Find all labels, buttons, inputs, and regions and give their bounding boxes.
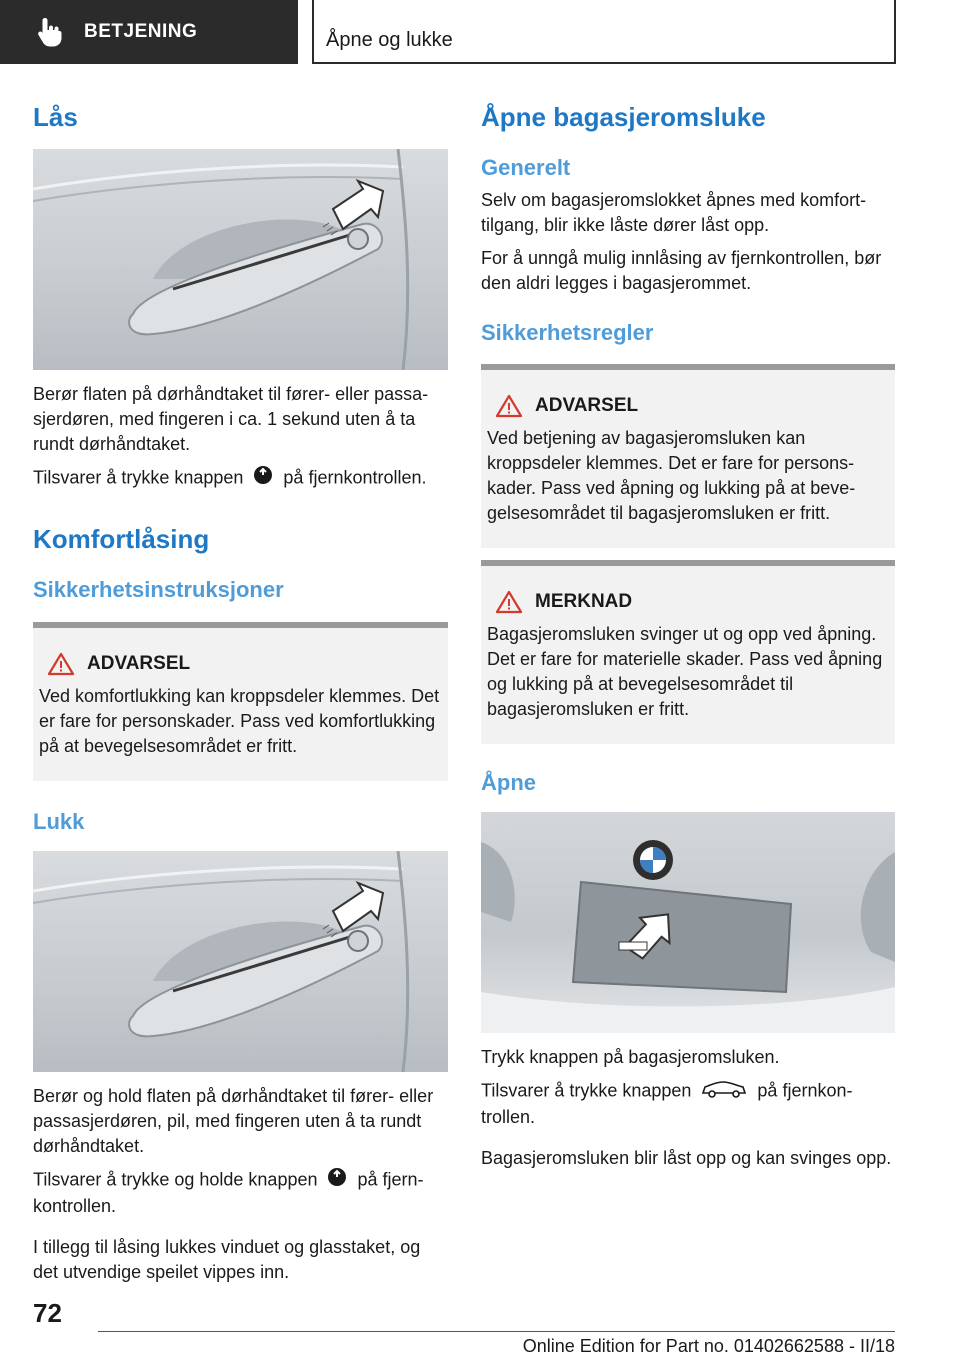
section-tab xyxy=(0,0,298,64)
section-label: BETJENING xyxy=(84,21,198,42)
warning-text: Ved betjening av bagasjeromsluken kan kroppsdeler klemmes. Det er fare for personskader. Pass ved åpning og lukking på at bevegelsesområdet til bagasjeromsluken er fritt. xyxy=(487,427,856,523)
door-handle-photo-close xyxy=(33,851,448,1072)
lukk-text-1: Berør og hold flaten på dørhåndtaket til fører- eller passasjerdøren, pil, med fingeren uten å ta rundt dørhåndtaket. xyxy=(33,1086,434,1157)
apne-text-3: Bagasjeromsluken blir låst opp og kan svinges opp. xyxy=(481,1148,892,1169)
lock-key-icon xyxy=(327,1167,347,1194)
footer-divider xyxy=(98,1331,895,1332)
page-number: 72 xyxy=(33,1298,62,1328)
las-text-1: Berør flaten på dørhåndtaket til fører- eller passasjerdøren, med fingeren i ca. 1 sekund uten å ta rundt dørhåndtaket. xyxy=(33,384,429,455)
page-topic-box xyxy=(312,0,896,64)
warning-text: Ved komfortlukking kan kroppsdeler klemmes. Det er fare for personskader. Pass ved komfortlukking på at bevegelsesområdet er fritt. xyxy=(39,685,440,756)
page-topic: Åpne og lukke xyxy=(326,29,453,51)
lukk-text-2: Tilsvarer å trykke og holde knappen på fjernkontrollen. xyxy=(33,1167,448,1219)
left-column xyxy=(33,90,448,1285)
lock-key-icon xyxy=(253,465,273,492)
las-text-2: Tilsvarer å trykke knappen på fjernkontrollen. xyxy=(33,465,448,492)
warning-title: ADVARSEL xyxy=(87,652,191,674)
warning-box-merknad xyxy=(481,560,895,744)
warning-title: MERKNAD xyxy=(535,590,633,612)
right-column xyxy=(481,90,895,1171)
warning-text: Bagasjeromsluken svinger ut og opp ved åpning. Det er fare for materielle skader. Pass ved åpning og lukking på at bevegelsesområdet til bagasjeromsluken er fritt. xyxy=(487,623,883,719)
heading-komfortlasing: Komfortlåsing xyxy=(33,524,210,555)
generelt-text-2: For å unngå mulig innlåsing av fjernkontrollen, bør den aldri legges i bagasjerommet. xyxy=(481,247,882,293)
lukk-text-3: I tillegg til låsing lukkes vinduet og glasstaket, og det utvendige speilet vippes inn. xyxy=(33,1237,421,1283)
apne-text-1: Trykk knappen på bagasjeromsluken. xyxy=(481,1047,780,1068)
heading-apne: Åpne xyxy=(481,769,536,795)
car-trunk-icon xyxy=(701,1078,747,1105)
door-handle-photo-lock xyxy=(33,149,448,370)
footer-edition: Online Edition for Part no. 01402662588 - II/18 xyxy=(522,1336,895,1356)
warning-triangle-icon xyxy=(47,652,75,676)
generelt-text-1: Selv om bagasjeromslokket åpnes med komforttilgang, blir ikke låste dører låst opp. xyxy=(481,189,867,235)
warning-title: ADVARSEL xyxy=(535,394,639,416)
apne-text-2: Tilsvarer å trykke knappen på fjernkontrollen. xyxy=(481,1078,895,1130)
trunk-lid-photo xyxy=(481,812,895,1033)
warning-triangle-icon xyxy=(495,590,523,614)
hand-pointer-icon xyxy=(30,12,70,52)
heading-las: Lås xyxy=(33,102,78,132)
warning-box-komfort xyxy=(33,622,448,781)
heading-generelt: Generelt xyxy=(481,155,571,181)
heading-sikkerhetsinstruksjoner: Sikkerhetsinstruksjoner xyxy=(33,577,284,603)
heading-apne-bagasjeromsluke: Åpne bagasjeromsluke xyxy=(481,102,766,132)
warning-triangle-icon xyxy=(495,394,523,418)
heading-lukk: Lukk xyxy=(33,808,85,834)
heading-sikkerhetsregler: Sikkerhetsregler xyxy=(481,319,654,345)
warning-box-advarsel xyxy=(481,364,895,548)
